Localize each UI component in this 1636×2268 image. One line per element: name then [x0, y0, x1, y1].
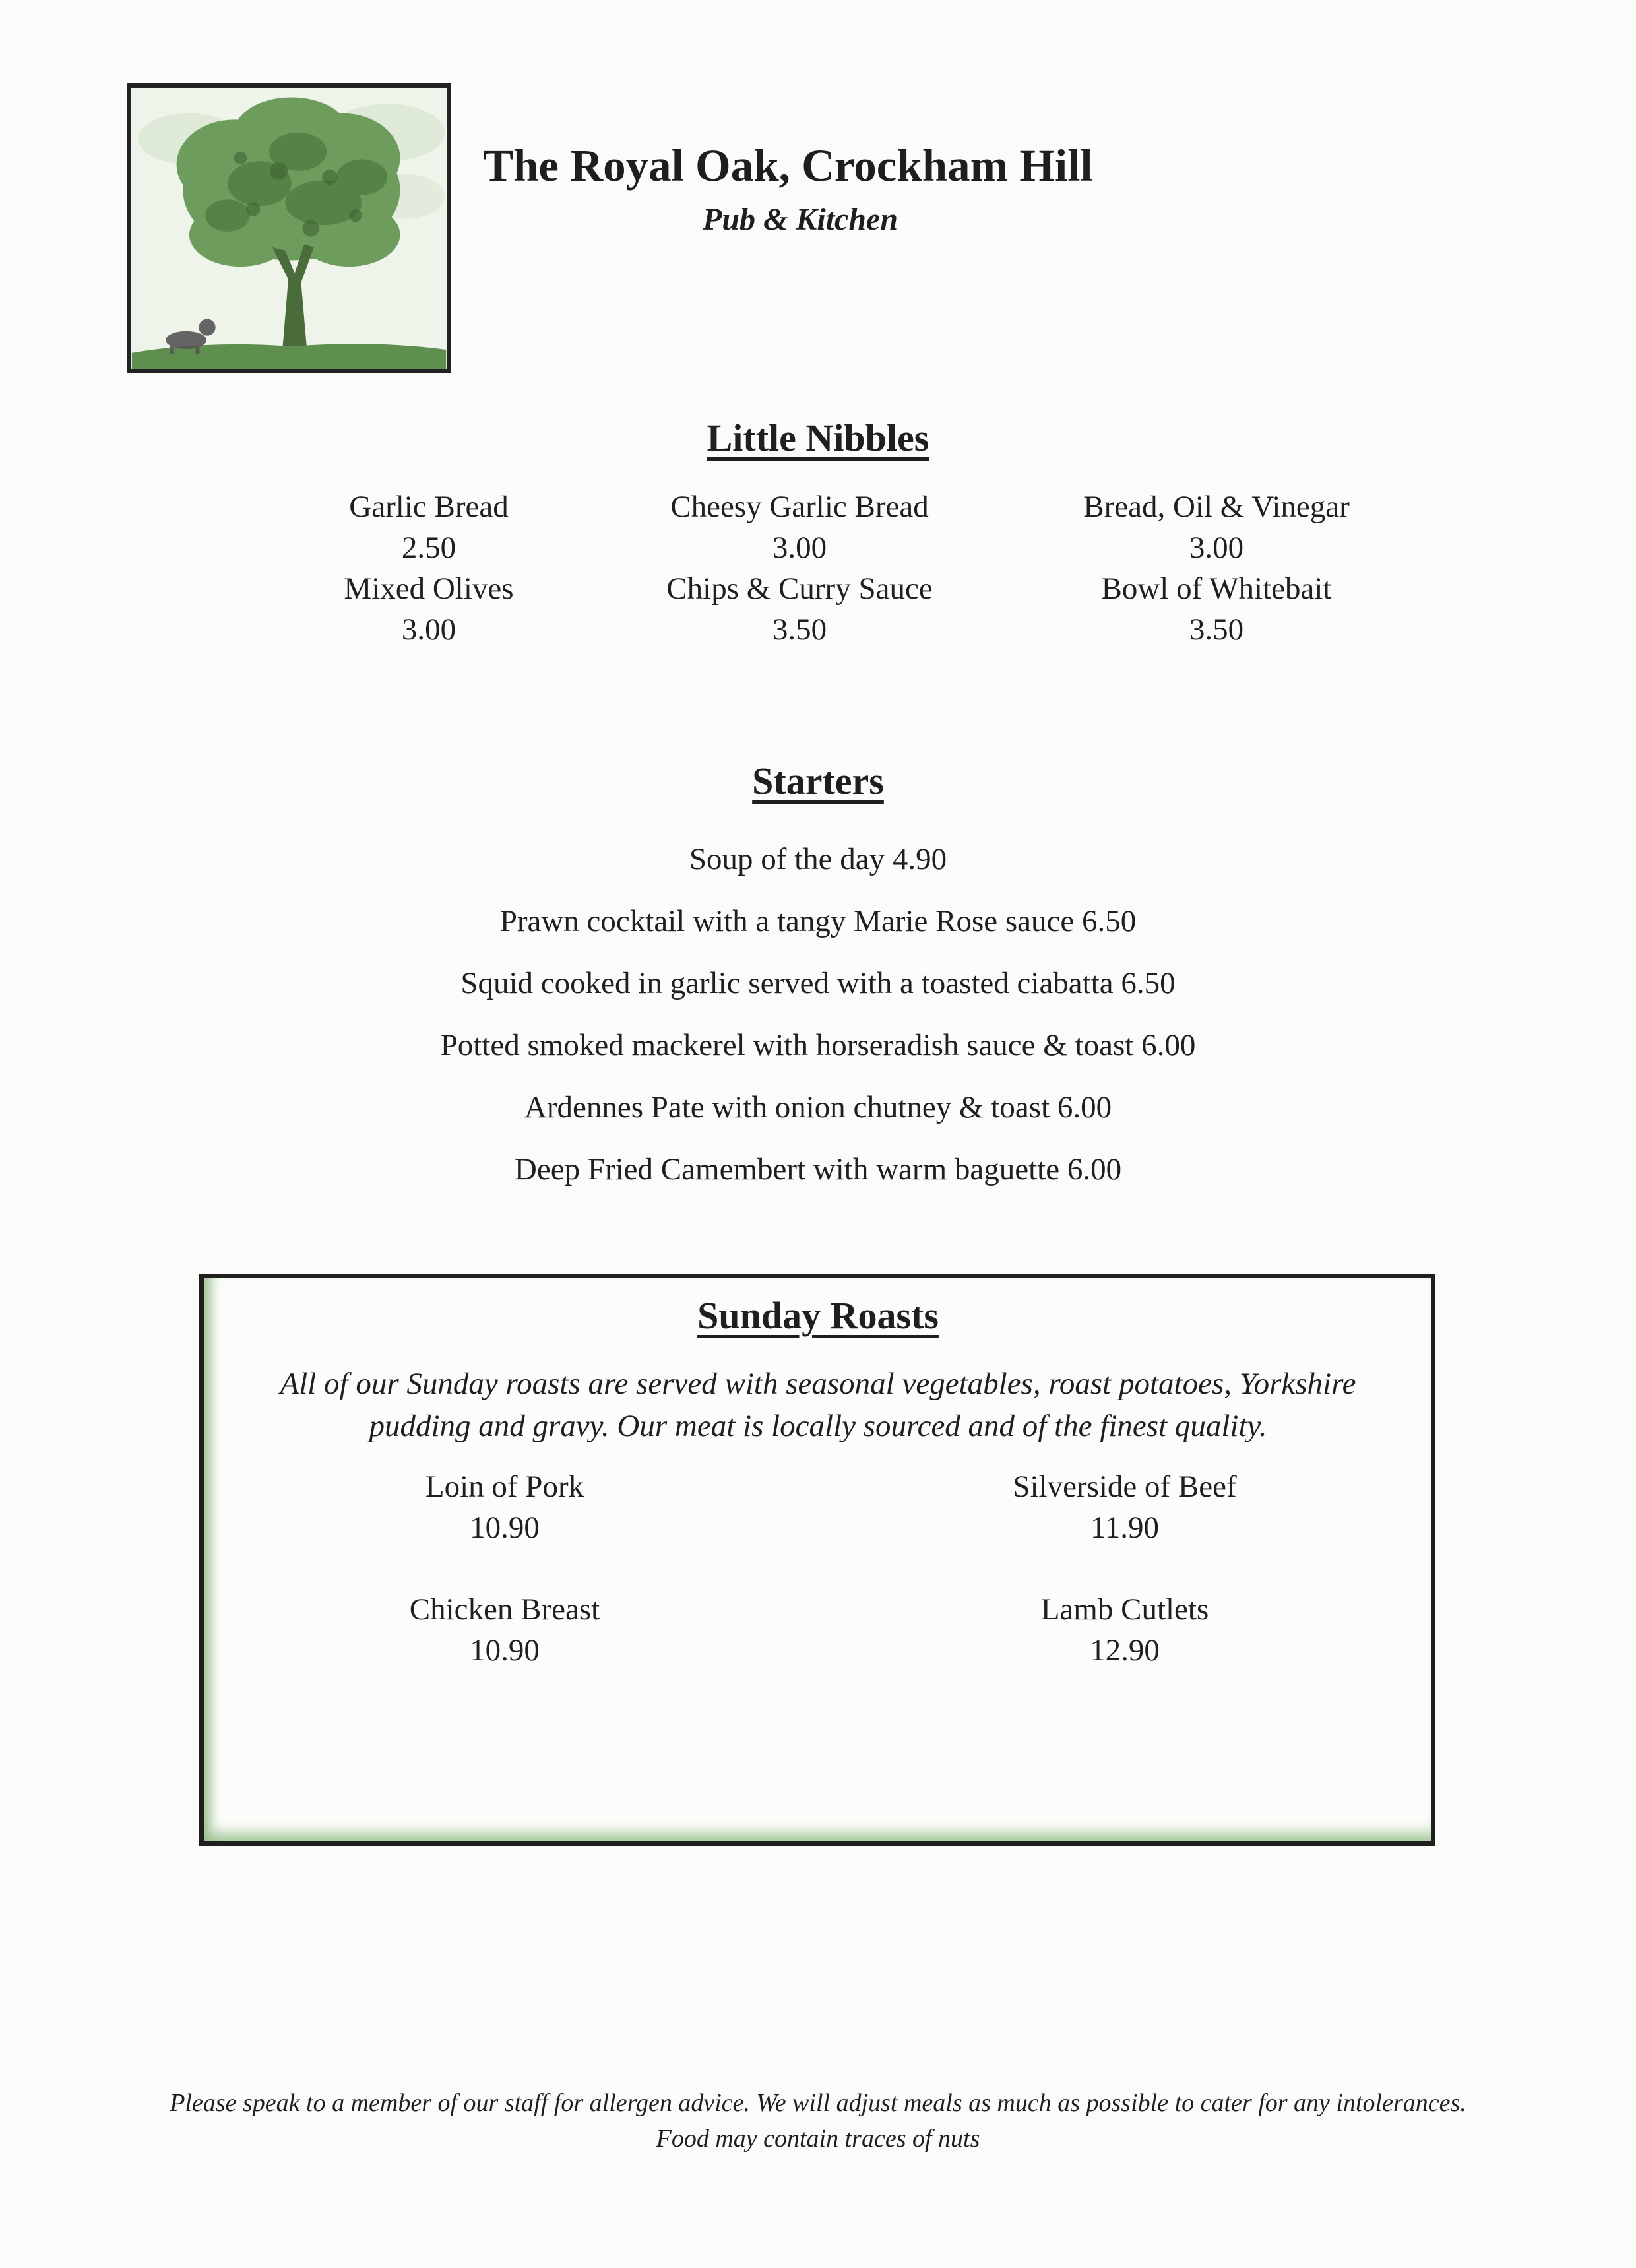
nibble-name: Mixed Olives: [344, 571, 514, 606]
nibble-price: 3.50: [772, 612, 827, 647]
roast-item: [914, 1466, 1336, 1548]
starter-item: Squid cooked in garlic served with a toasted ciabatta 6.50: [460, 966, 1176, 1000]
nibble-price: 3.00: [772, 531, 827, 565]
nibble-name: Bread, Oil & Vinegar: [1083, 490, 1350, 524]
nibble-price: 2.50: [401, 531, 456, 565]
allergen-notice-line: Please speak to a member of our staff for allergen advice. We will adjust meals as much as possible to cater for any intolerances.: [170, 2089, 1466, 2117]
starter-item: Deep Fried Camembert with warm baguette 6.00: [514, 1152, 1122, 1186]
roast-name: Chicken Breast: [409, 1592, 600, 1627]
nibble-price: 3.00: [401, 612, 456, 647]
starter-item: Ardennes Pate with onion chutney & toast 6.00: [524, 1090, 1112, 1124]
roast-item: [294, 1589, 716, 1671]
roast-price: 12.90: [1090, 1633, 1160, 1668]
nibble-name: Bowl of Whitebait: [1101, 571, 1332, 606]
starter-item: Soup of the day 4.90: [689, 842, 947, 876]
roast-name: Loin of Pork: [425, 1470, 584, 1504]
restaurant-subtitle: Pub & Kitchen: [703, 202, 898, 237]
nibble-name: Cheesy Garlic Bread: [670, 490, 929, 524]
nibble-price: 3.50: [1189, 612, 1244, 647]
allergen-notice-line: Food may contain traces of nuts: [656, 2125, 980, 2153]
nibble-name: Chips & Curry Sauce: [666, 571, 933, 606]
restaurant-title: The Royal Oak, Crockham Hill: [483, 141, 1093, 191]
roast-name: Silverside of Beef: [1013, 1470, 1237, 1504]
roast-item: [914, 1589, 1336, 1671]
allergen-notice: [0, 2085, 1636, 2156]
nibble-price: 3.00: [1189, 531, 1244, 565]
roasts-heading: Sunday Roasts: [697, 1294, 939, 1337]
oak-tree-icon: [131, 88, 447, 369]
starter-item: Potted smoked mackerel with horseradish sauce & toast 6.00: [440, 1028, 1196, 1062]
nibbles-column: [966, 486, 1467, 650]
roast-name: Lamb Cutlets: [1040, 1592, 1209, 1627]
starters-list: [0, 828, 1636, 1200]
sunday-roasts-box: [199, 1274, 1435, 1846]
starters-heading: Starters: [752, 760, 884, 802]
roasts-intro-line: All of our Sunday roasts are served with seasonal vegetables, roast potatoes, Yorkshire: [280, 1367, 1356, 1401]
nibble-name: Garlic Bread: [349, 490, 509, 524]
nibbles-heading: Little Nibbles: [707, 416, 929, 459]
roast-price: 10.90: [470, 1633, 540, 1668]
roasts-intro: [0, 1363, 1636, 1447]
roast-price: 11.90: [1090, 1510, 1159, 1545]
roast-item: [294, 1466, 716, 1548]
roasts-intro-line: pudding and gravy. Our meat is locally sourced and of the finest quality.: [369, 1409, 1267, 1443]
starter-item: Prawn cocktail with a tangy Marie Rose sauce 6.50: [499, 904, 1137, 938]
roast-price: 10.90: [470, 1510, 540, 1545]
pub-logo: [127, 83, 451, 373]
